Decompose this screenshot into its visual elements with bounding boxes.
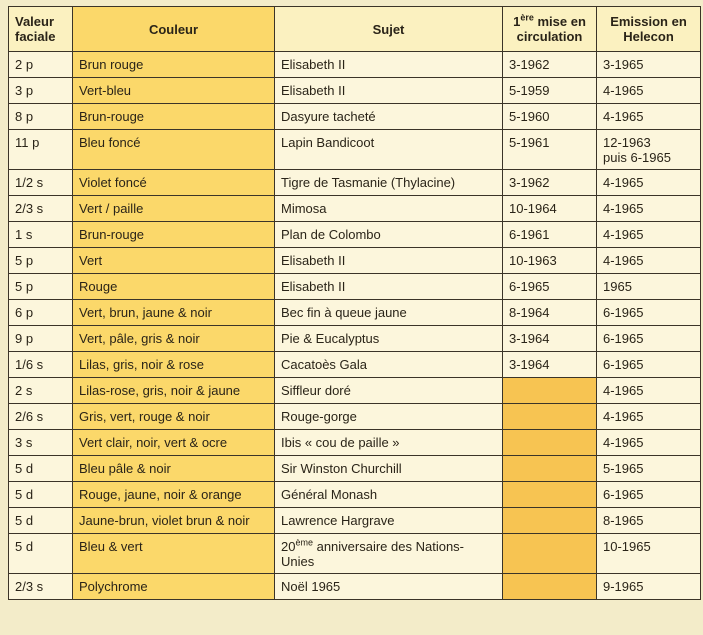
cell-valeur: 5 d bbox=[9, 456, 73, 482]
cell-valeur: 1/6 s bbox=[9, 352, 73, 378]
cell-sujet: Tigre de Tasmanie (Thylacine) bbox=[275, 170, 503, 196]
emission-text: 6-1965 bbox=[603, 357, 644, 372]
cell-mise: 8-1964 bbox=[503, 300, 597, 326]
cell-mise bbox=[503, 534, 597, 574]
cell-valeur: 5 p bbox=[9, 248, 73, 274]
cell-couleur: Violet foncé bbox=[73, 170, 275, 196]
cell-couleur: Vert bbox=[73, 248, 275, 274]
cell-sujet: Siffleur doré bbox=[275, 378, 503, 404]
cell-valeur: 1 s bbox=[9, 222, 73, 248]
emission-text: 4-1965 bbox=[603, 435, 644, 450]
cell-emission bbox=[597, 170, 701, 196]
cell-emission bbox=[597, 378, 701, 404]
cell-valeur: 3 p bbox=[9, 78, 73, 104]
cell-valeur: 5 d bbox=[9, 482, 73, 508]
emission-text: 4-1965 bbox=[603, 227, 644, 242]
emission-text: 4-1965 bbox=[603, 83, 644, 98]
cell-emission bbox=[597, 430, 701, 456]
cell-couleur: Rouge, jaune, noir & orange bbox=[73, 482, 275, 508]
cell-emission bbox=[597, 104, 701, 130]
cell-mise: 3-1964 bbox=[503, 352, 597, 378]
cell-couleur: Vert, pâle, gris & noir bbox=[73, 326, 275, 352]
table-row bbox=[9, 404, 701, 430]
cell-sujet: Plan de Colombo bbox=[275, 222, 503, 248]
table-header-row bbox=[9, 7, 701, 52]
cell-valeur: 5 d bbox=[9, 534, 73, 574]
cell-sujet: Elisabeth II bbox=[275, 248, 503, 274]
cell-couleur: Lilas-rose, gris, noir & jaune bbox=[73, 378, 275, 404]
cell-mise bbox=[503, 430, 597, 456]
cell-couleur: Brun-rouge bbox=[73, 222, 275, 248]
cell-couleur: Vert-bleu bbox=[73, 78, 275, 104]
cell-sujet: Elisabeth II bbox=[275, 274, 503, 300]
cell-emission bbox=[597, 222, 701, 248]
cell-emission bbox=[597, 300, 701, 326]
cell-mise: 6-1965 bbox=[503, 274, 597, 300]
table-row bbox=[9, 78, 701, 104]
cell-valeur: 3 s bbox=[9, 430, 73, 456]
emission-text: 6-1965 bbox=[603, 305, 644, 320]
cell-sujet: Ibis « cou de paille » bbox=[275, 430, 503, 456]
emission-text: 6-1965 bbox=[603, 487, 644, 502]
emission-text: 4-1965 bbox=[603, 383, 644, 398]
cell-sujet bbox=[275, 534, 503, 574]
table-row bbox=[9, 508, 701, 534]
cell-mise: 5-1961 bbox=[503, 130, 597, 170]
cell-valeur: 2 s bbox=[9, 378, 73, 404]
cell-sujet: Elisabeth II bbox=[275, 52, 503, 78]
cell-mise bbox=[503, 482, 597, 508]
emission-text: 8-1965 bbox=[603, 513, 644, 528]
table-body bbox=[9, 52, 701, 600]
cell-emission bbox=[597, 352, 701, 378]
cell-emission bbox=[597, 534, 701, 574]
cell-sujet: Sir Winston Churchill bbox=[275, 456, 503, 482]
sujet-text: anniversaire des Nations- bbox=[312, 539, 465, 554]
cell-mise: 3-1964 bbox=[503, 326, 597, 352]
cell-couleur: Rouge bbox=[73, 274, 275, 300]
cell-mise: 10-1963 bbox=[503, 248, 597, 274]
cell-sujet: Général Monash bbox=[275, 482, 503, 508]
cell-mise: 3-1962 bbox=[503, 170, 597, 196]
cell-mise: 6-1961 bbox=[503, 222, 597, 248]
emission-text: 6-1965 bbox=[603, 331, 644, 346]
table-row bbox=[9, 170, 701, 196]
emission-text: 5-1965 bbox=[603, 461, 644, 476]
cell-mise bbox=[503, 404, 597, 430]
cell-couleur: Lilas, gris, noir & rose bbox=[73, 352, 275, 378]
stamp-table bbox=[8, 6, 701, 600]
cell-valeur: 9 p bbox=[9, 326, 73, 352]
cell-emission bbox=[597, 196, 701, 222]
emission-text: 4-1965 bbox=[603, 253, 644, 268]
cell-mise: 10-1964 bbox=[503, 196, 597, 222]
cell-valeur: 2 p bbox=[9, 52, 73, 78]
cell-mise bbox=[503, 378, 597, 404]
cell-couleur: Brun-rouge bbox=[73, 104, 275, 130]
sujet-text-line2: Unies bbox=[281, 554, 315, 569]
emission-text: 12-1963 bbox=[603, 135, 651, 150]
cell-sujet: Dasyure tacheté bbox=[275, 104, 503, 130]
cell-couleur: Bleu pâle & noir bbox=[73, 456, 275, 482]
cell-mise: 5-1960 bbox=[503, 104, 597, 130]
cell-emission bbox=[597, 248, 701, 274]
cell-couleur: Bleu foncé bbox=[73, 130, 275, 170]
table-row bbox=[9, 222, 701, 248]
cell-emission bbox=[597, 404, 701, 430]
cell-mise bbox=[503, 508, 597, 534]
cell-couleur: Vert, brun, jaune & noir bbox=[73, 300, 275, 326]
cell-valeur: 5 d bbox=[9, 508, 73, 534]
table-row bbox=[9, 248, 701, 274]
cell-valeur: 8 p bbox=[9, 104, 73, 130]
cell-couleur: Jaune-brun, violet brun & noir bbox=[73, 508, 275, 534]
sujet-sup: ème bbox=[295, 537, 313, 548]
cell-sujet: Pie & Eucalyptus bbox=[275, 326, 503, 352]
stamp-table-container bbox=[8, 6, 700, 632]
cell-sujet: Noël 1965 bbox=[275, 574, 503, 600]
emission-text-line2: puis 6-1965 bbox=[603, 150, 671, 165]
header-sujet: Sujet bbox=[275, 7, 503, 52]
cell-couleur: Brun rouge bbox=[73, 52, 275, 78]
emission-text: 4-1965 bbox=[603, 201, 644, 216]
cell-couleur: Vert clair, noir, vert & ocre bbox=[73, 430, 275, 456]
table-row bbox=[9, 104, 701, 130]
cell-sujet: Lapin Bandicoot bbox=[275, 130, 503, 170]
cell-valeur: 2/3 s bbox=[9, 196, 73, 222]
cell-couleur: Bleu & vert bbox=[73, 534, 275, 574]
emission-text: 4-1965 bbox=[603, 109, 644, 124]
emission-text: 1965 bbox=[603, 279, 632, 294]
table-row bbox=[9, 52, 701, 78]
cell-emission bbox=[597, 274, 701, 300]
cell-mise bbox=[503, 456, 597, 482]
cell-valeur: 1/2 s bbox=[9, 170, 73, 196]
table-row bbox=[9, 430, 701, 456]
cell-emission bbox=[597, 482, 701, 508]
header-mise-sup: ère bbox=[520, 12, 534, 23]
header-emission: Emission en Helecon bbox=[597, 7, 701, 52]
table-row bbox=[9, 378, 701, 404]
header-mise-pre: 1 bbox=[513, 14, 521, 29]
table-row bbox=[9, 196, 701, 222]
cell-mise: 3-1962 bbox=[503, 52, 597, 78]
sujet-pre: 20 bbox=[281, 539, 296, 554]
cell-emission bbox=[597, 326, 701, 352]
emission-text: 3-1965 bbox=[603, 57, 644, 72]
table-row bbox=[9, 352, 701, 378]
table-row bbox=[9, 574, 701, 600]
cell-sujet: Rouge-gorge bbox=[275, 404, 503, 430]
table-row bbox=[9, 274, 701, 300]
cell-sujet: Elisabeth II bbox=[275, 78, 503, 104]
cell-couleur: Polychrome bbox=[73, 574, 275, 600]
emission-text: 10-1965 bbox=[603, 539, 651, 554]
cell-couleur: Vert / paille bbox=[73, 196, 275, 222]
cell-emission bbox=[597, 78, 701, 104]
table-row bbox=[9, 326, 701, 352]
cell-valeur: 6 p bbox=[9, 300, 73, 326]
cell-mise bbox=[503, 574, 597, 600]
table-row bbox=[9, 300, 701, 326]
emission-text: 9-1965 bbox=[603, 579, 644, 594]
cell-sujet: Lawrence Hargrave bbox=[275, 508, 503, 534]
emission-text: 4-1965 bbox=[603, 175, 644, 190]
cell-emission bbox=[597, 574, 701, 600]
cell-emission bbox=[597, 508, 701, 534]
cell-sujet: Bec fin à queue jaune bbox=[275, 300, 503, 326]
cell-valeur: 5 p bbox=[9, 274, 73, 300]
cell-emission bbox=[597, 130, 701, 170]
cell-emission bbox=[597, 456, 701, 482]
table-row bbox=[9, 534, 701, 574]
table-row bbox=[9, 130, 701, 170]
cell-couleur: Gris, vert, rouge & noir bbox=[73, 404, 275, 430]
header-couleur: Couleur bbox=[73, 7, 275, 52]
cell-sujet: Mimosa bbox=[275, 196, 503, 222]
cell-emission bbox=[597, 52, 701, 78]
header-valeur: Valeur faciale bbox=[9, 7, 73, 52]
cell-valeur: 2/3 s bbox=[9, 574, 73, 600]
table-row bbox=[9, 482, 701, 508]
cell-valeur: 11 p bbox=[9, 130, 73, 170]
cell-sujet: Cacatoès Gala bbox=[275, 352, 503, 378]
cell-mise: 5-1959 bbox=[503, 78, 597, 104]
table-row bbox=[9, 456, 701, 482]
header-mise bbox=[503, 7, 597, 52]
header-mise-post: mise en circulation bbox=[516, 14, 586, 44]
cell-valeur: 2/6 s bbox=[9, 404, 73, 430]
emission-text: 4-1965 bbox=[603, 409, 644, 424]
